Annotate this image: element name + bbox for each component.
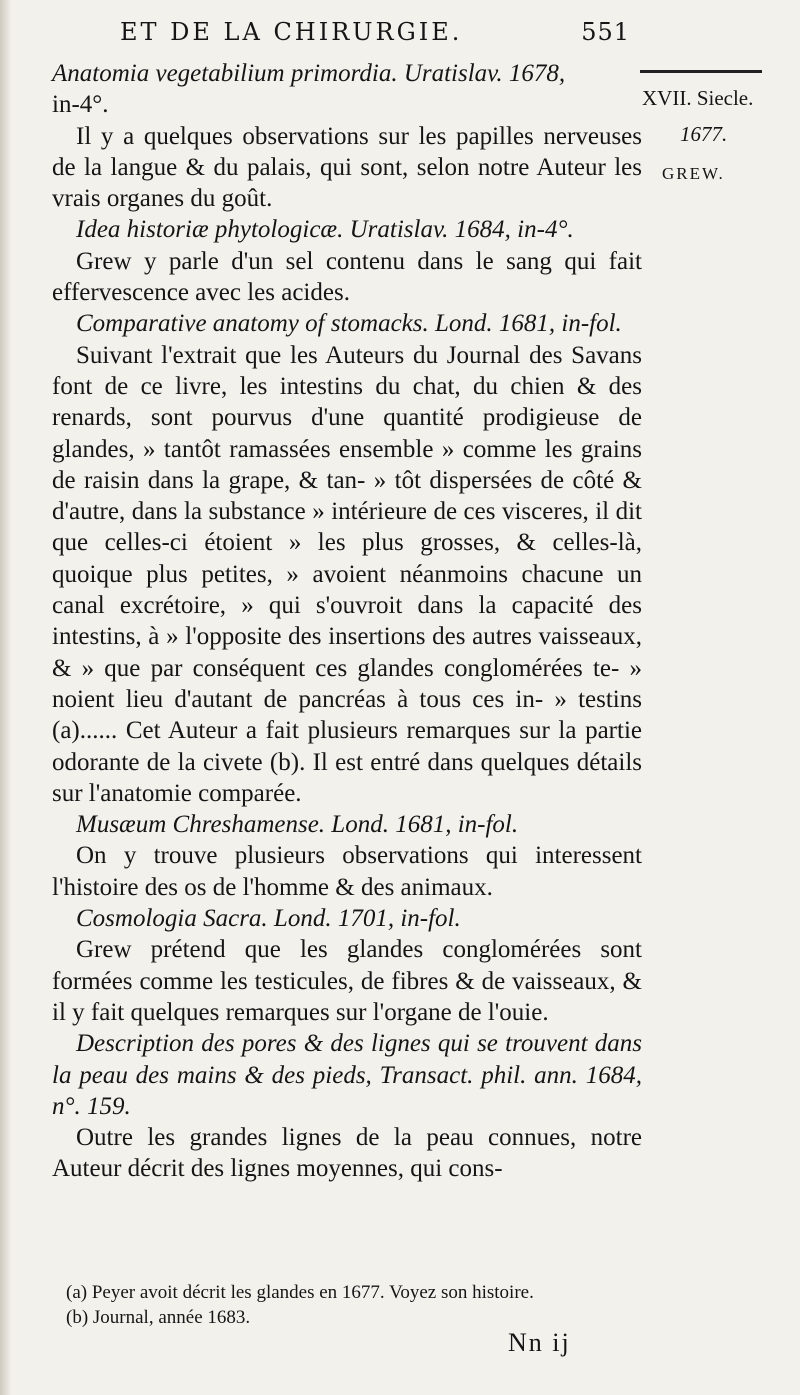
page-gutter-shadow [0,0,12,1395]
footnote-a: (a) Peyer avoit décrit les glandes en 1677. Voyez son histoire. [66,1282,534,1303]
paragraph: Grew y parle d'un sel contenu dans le sang qui fait effervescence avec les acides. [52,247,642,307]
footnotes [66,1280,666,1330]
main-text [52,58,642,1185]
page-number: 551 [581,18,630,46]
margin-century: XVII. Siecle. [642,86,754,110]
margin-year: 1677. [680,122,728,146]
page-header [120,18,630,54]
entry-format: in-4°. [52,91,109,119]
margin-rule [640,70,762,73]
entry-title: Anatomia vegetabilium primordia. Uratislav. 1678, [52,60,566,87]
paragraph: Outre les grandes lignes de la peau connues, notre Auteur décrit des lignes moyennes, qui cons- [52,1124,642,1183]
entry-title: Description des pores & des lignes qui se trouvent dans la peau des mains & des pieds, Transact. phil. ann. 1684, n°. 159. [52,1030,642,1120]
paragraph: On y trouve plusieurs observations qui interessent l'histoire des os de l'homme & des animaux. [52,842,642,901]
entry-title: Comparative anatomy of stomacks. Lond. 1681, in-fol. [76,310,622,338]
paragraph: Il y a quelques observations sur les papilles nerveuses de la langue & du palais, qui sont, selon notre Auteur les vrais organes du goût. [52,122,642,213]
entry-title: Musæum Chreshamense. Lond. 1681, in-fol. [76,811,519,839]
paragraph: Suivant l'extrait que les Auteurs du Journal des Savans font de ce livre, les intestins du chat, du chien & des renards, sont pourvus d'une quantité prodigieuse de glandes, » tantôt ramassées ensemble » comme les grains de raisin dans la grape, & tan- » tôt dispersées de côté & d'autre, dans la substance » intérieure de ces visceres, il dit que celles-ci étoient » les plus grosses, & celles-là, quoique plus petites, » avoient néanmoins chacune un canal excrétoire, » qui s'ouvroit dans la capacité des intestins, à » l'opposite des insertions des autres vaisseaux, & » que par conséquent ces glandes conglomérées te- » noient lieu d'autant de pancréas à tous ces in- » testins (a)...... Cet Auteur a fait plusieurs remarques sur la partie odorante de la civete (b). Il est entré dans quelques détails sur l'anatomie comparée. [52,341,642,807]
signature-mark: Nn ij [508,1328,571,1357]
entry-title: Idea historiæ phytologicæ. Uratislav. 1684, in-4°. [76,216,574,244]
margin-author: GREW. [662,164,725,183]
footnote-b: (b) Journal, année 1683. [66,1307,251,1328]
paragraph: Grew prétend que les glandes conglomérées sont formées comme les testicules, de fibres & de vaisseaux, & il y fait quelques remarques sur l'organe de l'ouie. [52,936,642,1026]
entry-title: Cosmologia Sacra. Lond. 1701, in-fol. [76,905,461,933]
running-title: ET DE LA CHIRURGIE. [120,18,463,46]
